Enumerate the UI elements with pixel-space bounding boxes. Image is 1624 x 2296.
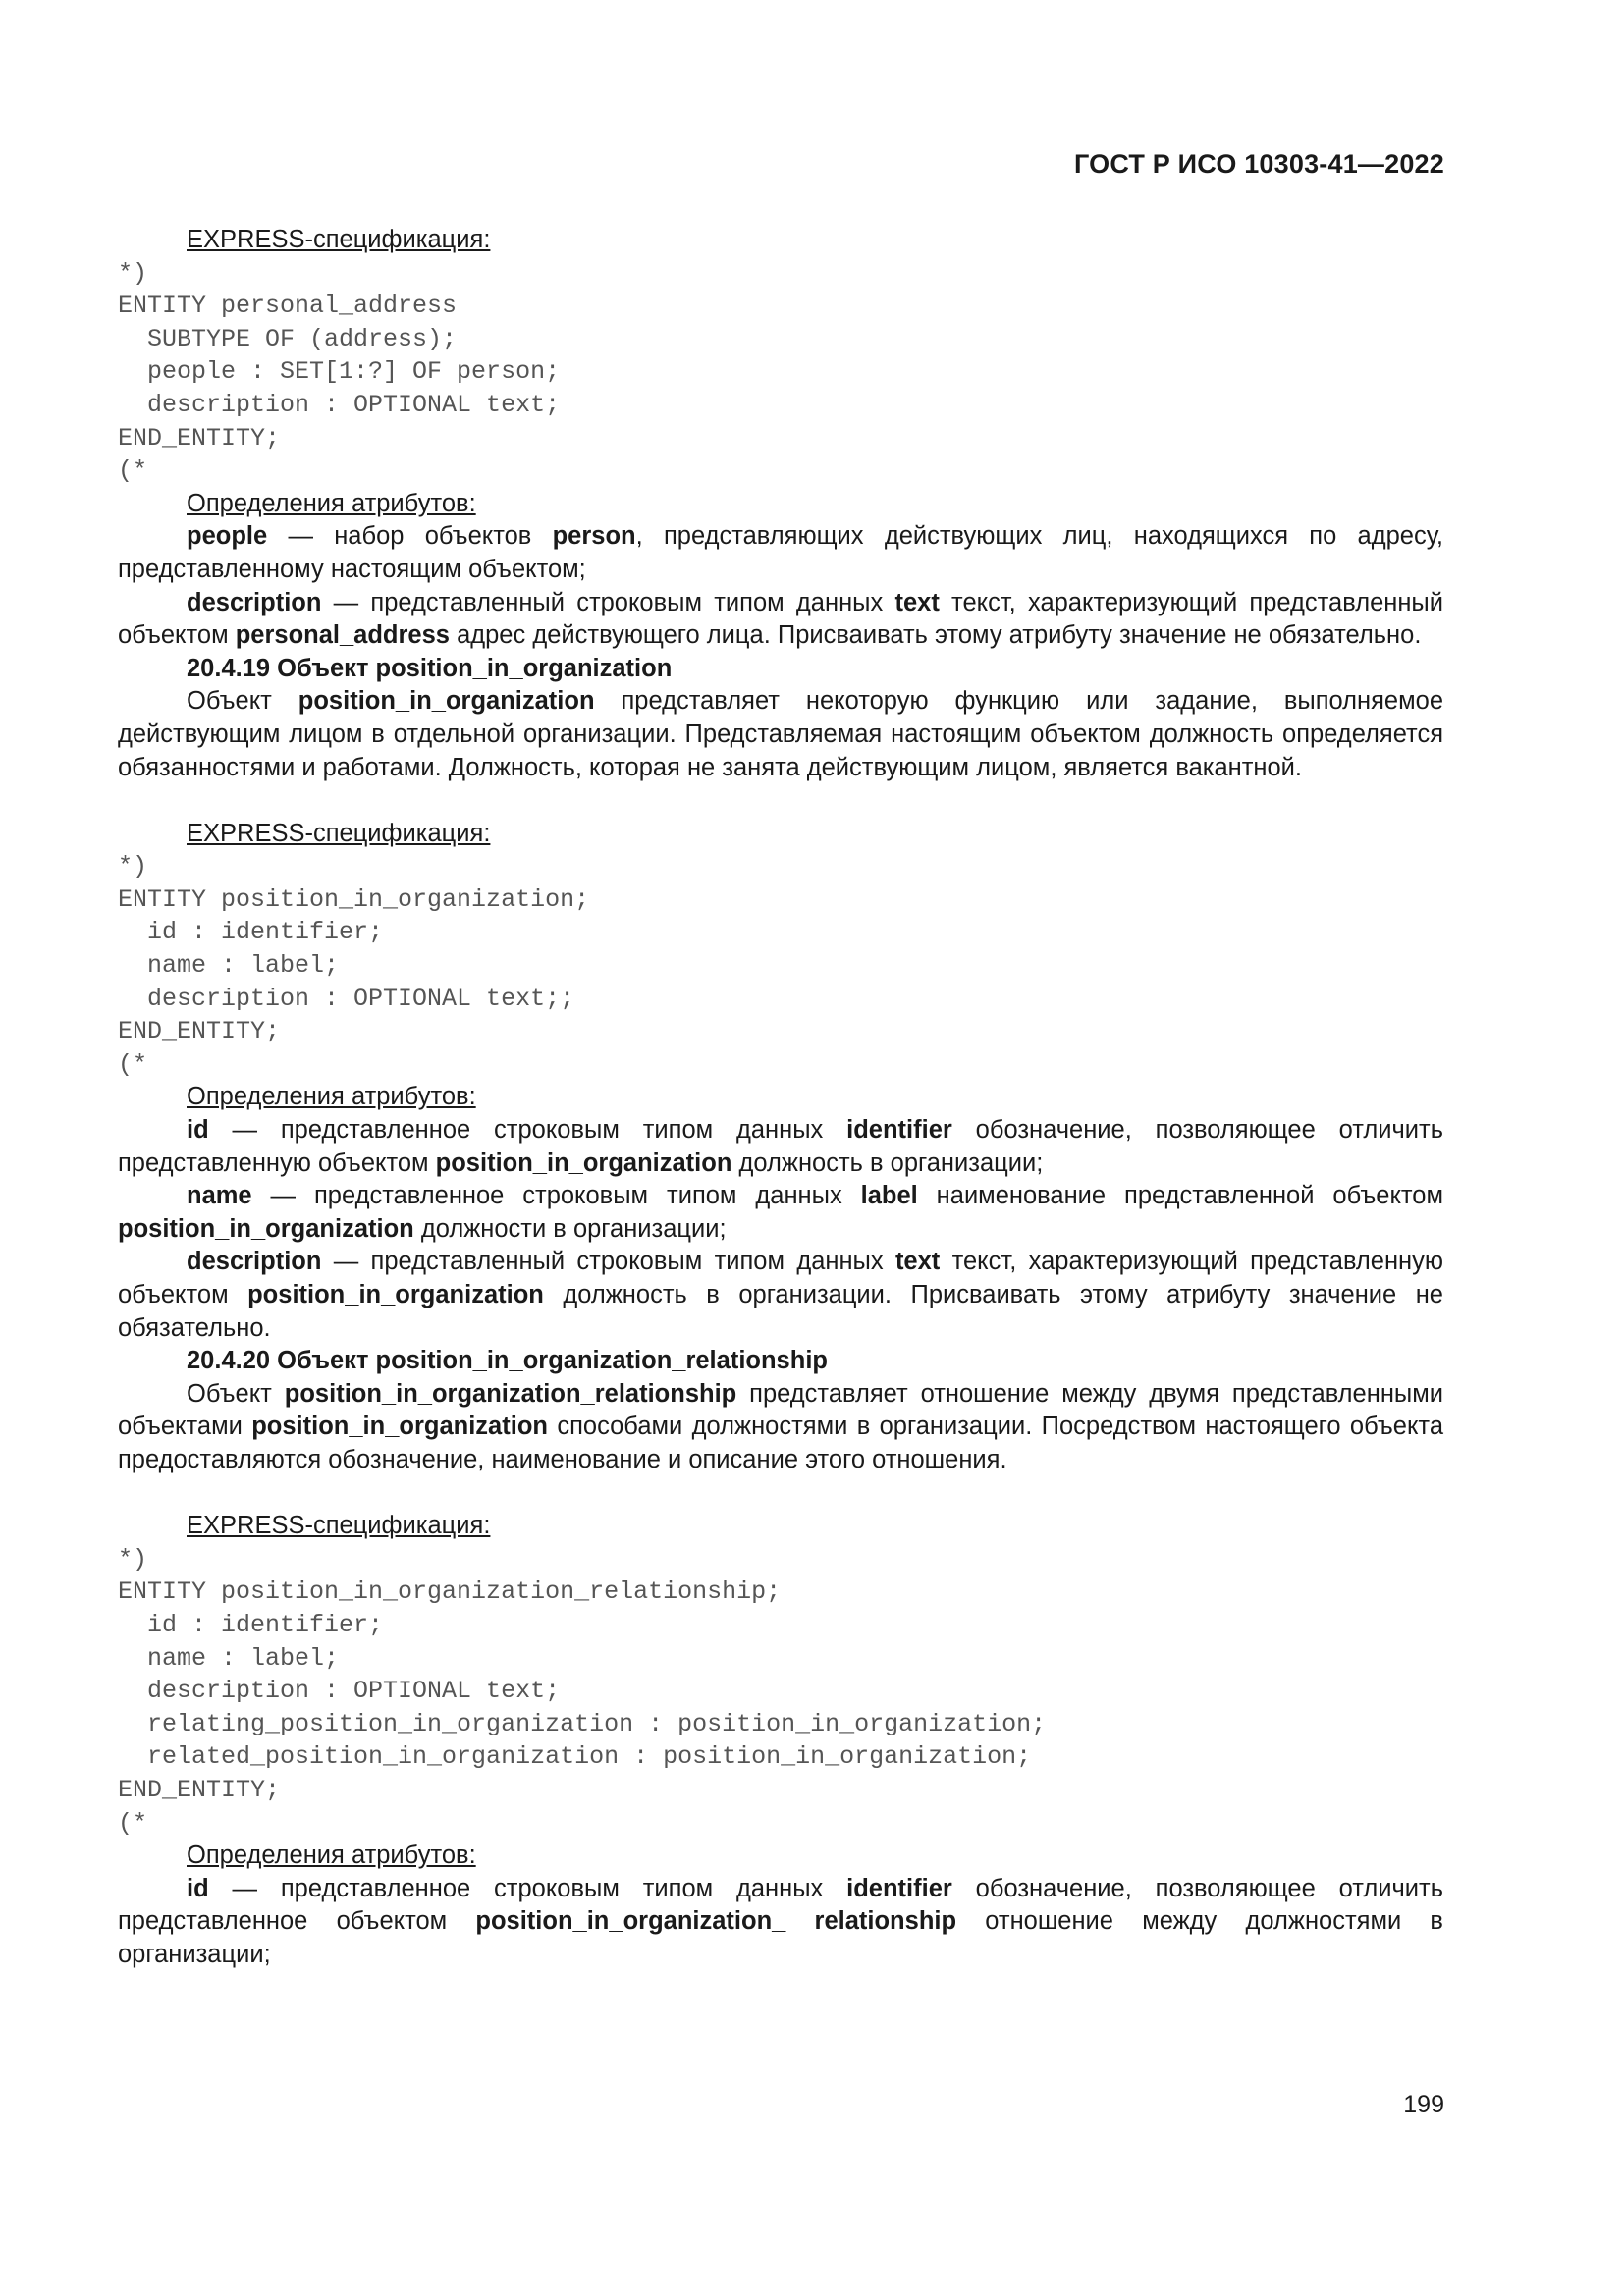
attribute-definitions-label: Определения атрибутов: <box>187 1083 476 1111</box>
term: description <box>187 588 322 616</box>
paragraph <box>118 587 1443 653</box>
code-line: (* <box>118 1808 148 1838</box>
express-code-block <box>118 850 1443 1081</box>
text-run: отношение между должностями в организации; <box>118 1907 1443 1968</box>
text-run: представляет отношение между двумя представленными объектами <box>118 1379 1443 1441</box>
text-run: — представленный строковым типом данных <box>321 588 895 616</box>
code-line: END_ENTITY; <box>118 423 281 453</box>
text-run: текст, характеризующий представленную объектом <box>118 1248 1444 1308</box>
term: id <box>187 1116 209 1145</box>
spacer <box>118 784 1443 818</box>
code-line: related_position_in_organization : position_in_organization; <box>118 1742 1032 1772</box>
code-line: END_ENTITY; <box>118 1775 281 1804</box>
term: text <box>894 1248 941 1276</box>
term: position_in_organization_relationship <box>284 1379 737 1408</box>
code-line: END_ENTITY; <box>118 1017 281 1046</box>
text-run: , представляющих действующих лиц, находящихся по адресу, представленному настоящим объектом; <box>118 522 1443 583</box>
code-line: relating_position_in_organization : position_in_organization; <box>118 1709 1047 1738</box>
term: position_in_organization <box>118 1214 414 1243</box>
code-line: ENTITY position_in_organization_relationship; <box>118 1577 782 1607</box>
text-run: — набор объектов <box>267 522 553 551</box>
term: people <box>187 522 268 551</box>
text-run: — представленное строковым типом данных <box>208 1116 847 1145</box>
code-line: name : label; <box>118 1643 340 1673</box>
attribute-definitions-label: Определения атрибутов: <box>187 1842 476 1870</box>
code-line: name : label; <box>118 951 340 981</box>
document-header: ГОСТ Р ИСО 10303-41—2022 <box>1074 149 1444 179</box>
code-line: SUBTYPE OF (address); <box>118 324 458 353</box>
paragraph <box>118 1246 1443 1345</box>
term: description <box>187 1248 322 1276</box>
express-spec-label: EXPRESS-спецификация: <box>187 226 491 253</box>
text-run: способами должностями в организации. Посредством настоящего объекта предоставляются обозначение, наименование и описание этого отношения. <box>118 1413 1443 1473</box>
term: label <box>860 1182 918 1210</box>
term: position_in_organization <box>247 1281 544 1308</box>
code-line: description : OPTIONAL text; <box>118 1677 561 1706</box>
text-run: должность в организации. Присваивать этому атрибуту значение не обязательно. <box>118 1281 1443 1342</box>
paragraph <box>118 520 1443 586</box>
text-run: представляет некоторую функцию или задание, выполняемое действующим лицом в отдельной организации. Представляемая настоящим объектом должность определяется обязанностями и работами. Должность, которая не занята действующим лицом, является вакантной. <box>118 687 1444 781</box>
express-spec-label: EXPRESS-спецификация: <box>187 819 491 847</box>
express-spec-label: EXPRESS-спецификация: <box>187 1512 491 1540</box>
term: text <box>894 588 940 616</box>
paragraph <box>118 1873 1443 1972</box>
paragraph <box>118 1180 1443 1246</box>
text-run: — представленный строковым типом данных <box>321 1248 895 1276</box>
express-code-block <box>118 257 1443 488</box>
text-run: текст, характеризующий представленный объектом <box>118 588 1443 650</box>
text-run: должности в организации; <box>413 1214 727 1243</box>
term: position_in_organization <box>435 1148 732 1177</box>
code-line: description : OPTIONAL text; <box>118 390 561 419</box>
term: personal_address <box>235 621 450 650</box>
code-line: *) <box>118 852 148 881</box>
text-run: — представленное строковым типом данных <box>208 1874 847 1902</box>
code-line: (* <box>118 1049 148 1079</box>
text-run: Объект <box>187 687 298 716</box>
paragraph <box>118 1378 1443 1477</box>
term: position_in_organization <box>251 1413 548 1441</box>
text-run: обозначение, позволяющее отличить представленную объектом <box>118 1116 1443 1177</box>
term: identifier <box>846 1874 952 1902</box>
term: name <box>187 1182 252 1210</box>
paragraph <box>118 1114 1443 1180</box>
text-run: должность в организации; <box>731 1148 1044 1177</box>
text-run: обозначение, позволяющее отличить представленное объектом <box>118 1874 1443 1936</box>
code-line: *) <box>118 258 148 288</box>
code-line: ENTITY personal_address <box>118 292 458 321</box>
text-run: — представленное строковым типом данных <box>251 1182 861 1210</box>
paragraph <box>118 685 1443 784</box>
code-line: (* <box>118 456 148 486</box>
code-line: description : OPTIONAL text;; <box>118 984 575 1013</box>
code-line: ENTITY position_in_organization; <box>118 884 590 914</box>
document-body <box>118 224 1443 1971</box>
attribute-definitions-label: Определения атрибутов: <box>187 489 476 517</box>
text-run: Объект <box>187 1379 285 1408</box>
spacer <box>118 1477 1443 1511</box>
section-heading: 20.4.20 Объект position_in_organization_relationship <box>187 1347 828 1375</box>
page-number: 199 <box>1403 2091 1444 2118</box>
section-heading: 20.4.19 Объект position_in_organization <box>187 654 673 682</box>
term: position_in_organization <box>298 687 595 716</box>
code-line: id : identifier; <box>118 918 384 947</box>
term: position_in_organization_ relationship <box>475 1907 957 1936</box>
text-run: наименование представленной объектом <box>917 1182 1443 1210</box>
term: id <box>187 1874 209 1902</box>
express-code-block <box>118 1543 1443 1840</box>
term: identifier <box>846 1116 952 1145</box>
code-line: *) <box>118 1544 148 1574</box>
text-run: адрес действующего лица. Присваивать этому атрибуту значение не обязательно. <box>449 621 1422 650</box>
code-line: people : SET[1:?] OF person; <box>118 357 561 387</box>
code-line: id : identifier; <box>118 1610 384 1639</box>
term: person <box>552 522 636 551</box>
